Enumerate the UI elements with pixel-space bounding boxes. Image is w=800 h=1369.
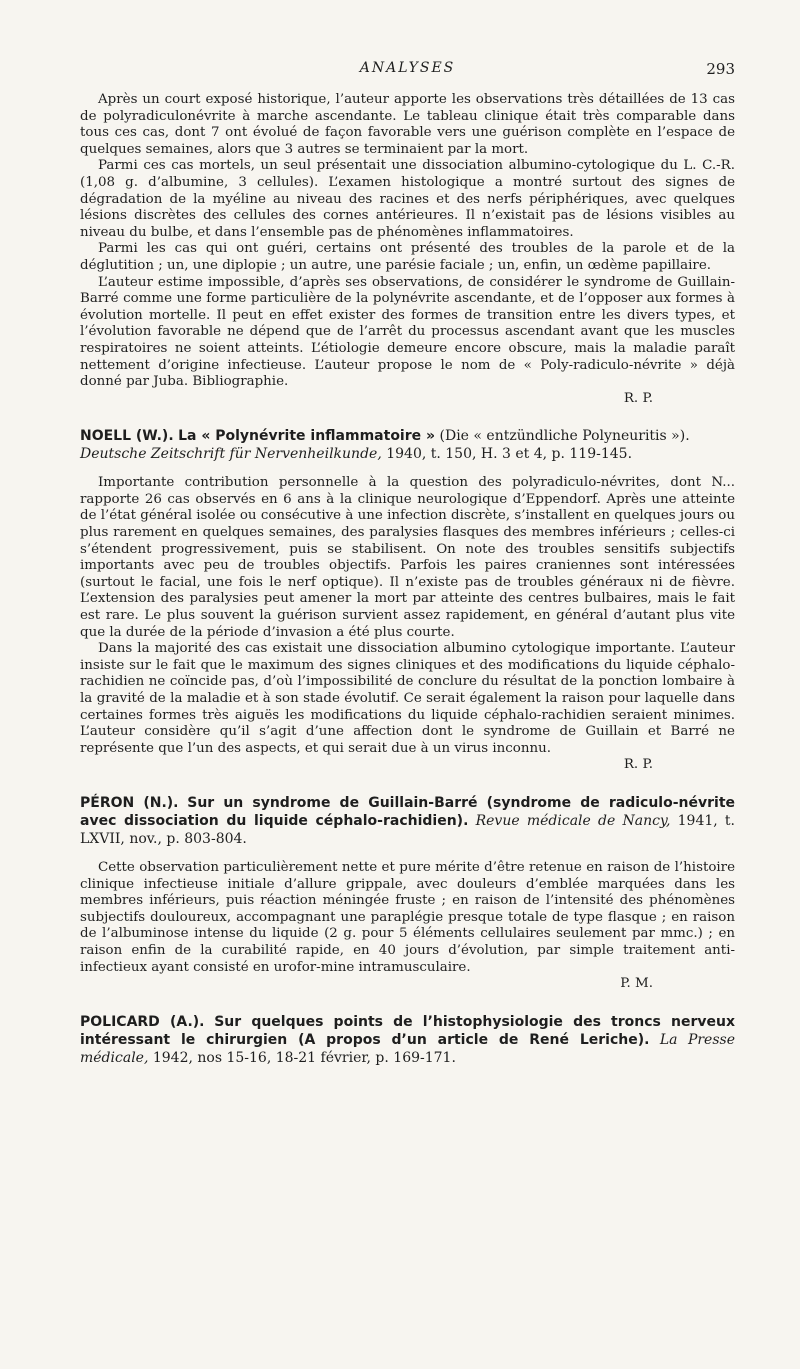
page-header: [80, 60, 735, 82]
signature: P. M.: [620, 976, 653, 992]
running-title: ANALYSES: [359, 60, 456, 76]
reference-citation: 1942, nos 15-16, 18-21 février, p. 169-171.: [152, 1049, 456, 1066]
paragraph: Parmi les cas qui ont guéri, certains ont présenté des troubles de la parole et de la déglutition ; un, une diplopie ; un autre, une parésie faciale ; un, enfin, un œdème papillaire.: [80, 241, 735, 273]
reference-citation: 1941, t. LXVII, nov., p. 803-804.: [80, 812, 736, 847]
paragraph: Après un court exposé historique, l’auteur apporte les observations très détaillées de 13 cas de polyradiculonévrite à marche ascendante. Le tableau clinique était très comparable dans tous ces cas, dont 7 ont évolué de façon favorable vers une guérison complète en l’espace de quelques semaines, alors que 3 autres se terminaient par la mort.: [80, 92, 735, 157]
page-body: [80, 92, 735, 1079]
paragraph: Cette observation particulièrement nette et pure mérite d’être retenue en raison de l’histoire clinique infectieuse initiale d’allure grippale, avec douleurs d’emblée marquées dans les membres inférieurs, puis réaction méningée fruste ; en raison de l’intensité des phénomènes subjectifs douloureux, accompagnant une paraplégie presque totale de type flasque ; en raison de l’albuminose intense du liquide (2 g. pour 5 éléments cellulaires seulement par mmc.) ; en raison enfin de la curabilité rapide, en 40 jours d’évolution, par simple traitement anti-infectieux ayant consisté en urofor-mine intramusculaire.: [80, 859, 735, 975]
page-number: 293: [706, 60, 735, 78]
reference-title: La « Polynévrite inflammatoire »: [178, 428, 436, 445]
reference-title: Sur un syndrome de Guillain-Barré (syndrome de radiculo-névrite avec dissociation du liquide céphalo-rachidien).: [80, 794, 736, 829]
paragraph: Importante contribution personnelle à la question des polyradiculo-névrites, dont N... rapporte 26 cas observés en 6 ans à la clinique neurologique d’Eppendorf. Après une atteinte de l’état général isolée ou consécutive à une infection discrète, s’installent en quelques jours ou plus rarement en quelques semaines, des paralysies flasques des membres inférieurs ; celles-ci s’étendent progressivement, puis se stabilisent. On note des troubles sensitifs subjectifs importants avec peu de troubles objectifs. Parfois les paires craniennes sont intéressées (surtout le facial, une fois le nerf optique). Il n’existe pas de troubles généraux ni de fièvre. L’extension des paralysies peut amener la mort par atteinte des centres bulbaires, mais le fait est rare. Le plus souvent la guérison survient assez rapidement, en général d’autant plus vite que la durée de la période d’invasion a été plus courte.: [80, 475, 735, 640]
reference-noell: [80, 427, 735, 463]
reference-journal: La Presse médicale,: [80, 1031, 735, 1066]
reference-author: POLICARD (A.).: [80, 1013, 205, 1030]
reference-journal: Revue médicale de Nancy,: [475, 812, 671, 829]
paragraph: Parmi ces cas mortels, un seul présentait une dissociation albumino-cytologique du L. C.-R. (1,08 g. d’albumine, 3 cellules). L’examen histologique a montré surtout des signes de dégradation de la myéline au niveau des racines et des nerfs périphériques, avec quelques lésions discrètes des cellules des cornes antérieures. Il n’existait pas de lésions visibles au niveau du bulbe, et dans l’ensemble pas de phénomènes inflammatoires.: [80, 158, 735, 240]
reference-title: Sur quelques points de l’histophysiologie des troncs nerveux intéressant le chirurgien (A propos d’un article de René Leriche).: [80, 1013, 736, 1048]
paragraph: Dans la majorité des cas existait une dissociation albumino cytologique importante. L’auteur insiste sur le fait que le maximum des signes cliniques et des modifications du liquide céphalo-rachidien ne coïncide pas, d’où l’impossibilité de conclure du résultat de la ponction lombaire à la gravité de la maladie et à son stade évolutif. Ce serait également la raison pour laquelle dans certaines formes très aiguës les modifications du liquide céphalo-rachidien seraient minimes. L’auteur considère qu’il s’agit d’une affection dont le syndrome de Guillain et Barré ne représente que l’un des aspects, et qui serait due à un virus inconnu.: [80, 641, 735, 756]
paragraph: L’auteur estime impossible, d’après ses observations, de considérer le syndrome de Guillain-Barré comme une forme particulière de la polynévrite ascendante, et de l’opposer aux formes à évolution mortelle. Il peut en effet exister des formes de transition entre les divers types, et l’évolution favorable ne dépend que de l’arrêt du processus ascendant avant que les muscles respiratoires ne soient atteints. L’étiologie demeure encore obscure, mais la maladie paraît nettement d’origine infectieuse. L’auteur propose le nom de « Poly-radiculo-névrite » déjà donné par Juba. Bibliographie.: [80, 274, 735, 390]
reference-peron: [80, 794, 735, 848]
reference-author: PÉRON (N.).: [80, 794, 179, 811]
signature: R. P.: [623, 757, 653, 773]
reference-policard: [80, 1013, 735, 1067]
reference-journal: Deutsche Zeitschrift für Nervenheilkunde,: [80, 446, 382, 463]
reference-citation: 1940, t. 150, H. 3 et 4, p. 119-145.: [386, 446, 633, 463]
reference-original-title: (Die « entzündliche Polyneuritis »).: [439, 428, 690, 445]
signature: R. P.: [623, 390, 653, 406]
reference-author: NOELL (W.).: [80, 428, 174, 445]
